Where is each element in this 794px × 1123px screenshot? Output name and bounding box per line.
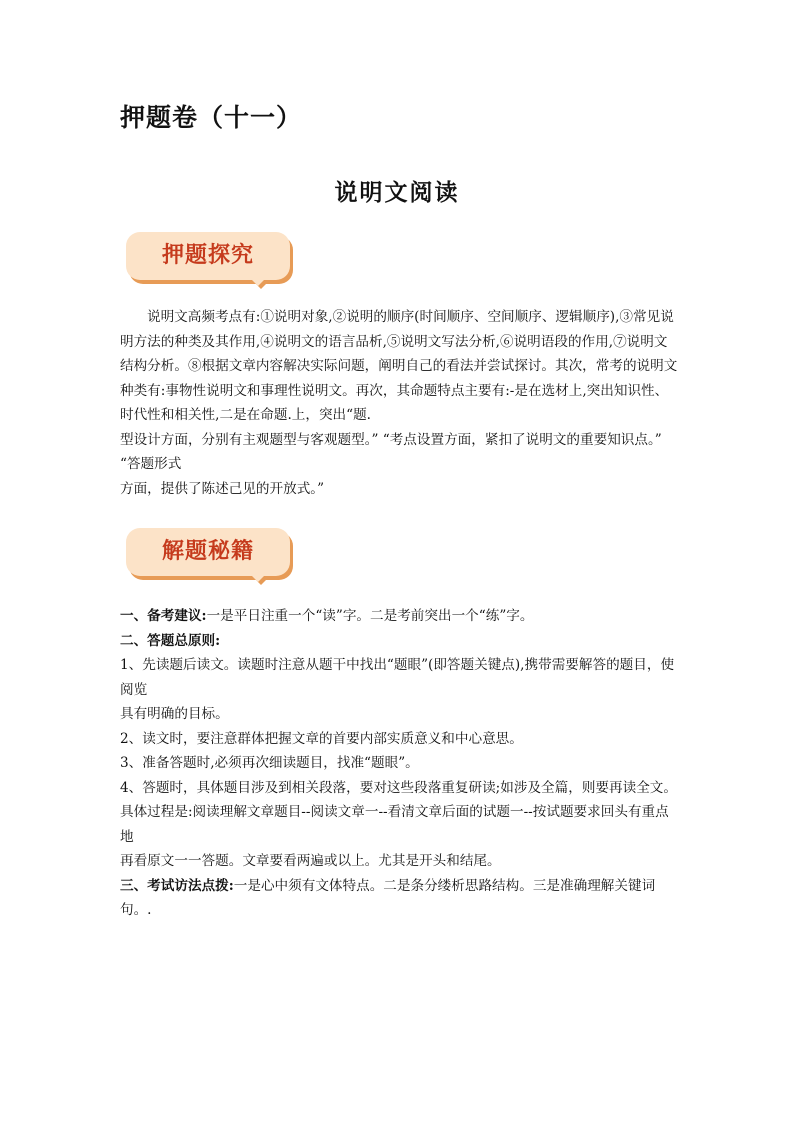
tip-item-3-label: 三、考试访法点拨:: [120, 877, 234, 894]
tip-item-3: [120, 874, 680, 923]
rule-3: 3、准备答题时,必须再次细读题目，找准“题眼”。: [120, 755, 419, 771]
tag-label: 解题秘籍: [161, 539, 254, 564]
intro-line-3: 方面，提供了陈述己见的开放式。”: [120, 480, 325, 497]
tag-yati-tanjiu: [120, 230, 292, 286]
intro-section: [120, 305, 680, 501]
section-title: 说明文阅读: [334, 180, 460, 206]
rule-2: 2、读文时，要注意群体把握文章的首要内部实质意义和中心意思。: [120, 730, 523, 747]
tip-item-1: [120, 604, 680, 629]
intro-line-2: 型设计方面，分别有主观题型与客观题型。” “考点设置方面，紧扣了说明文的重要知识点。” “答题形式: [120, 431, 662, 472]
tip-item-3-text: 一是心中须有文体特点。二是条分缕析思路结构。三是准确理解关键词句。.: [120, 877, 656, 918]
tip-item-1-label: 一、备考建议:: [120, 608, 207, 624]
rule-1-cont: 具有明确的目标。: [120, 706, 229, 722]
tip-item-1-text: 一是平日注重一个“读”字。二是考前突出一个“练”字。: [206, 608, 534, 624]
tip-item-2-label: 二、答题总原则:: [120, 632, 221, 649]
rule-4: 4、答题时，具体题目涉及到相关段落，要对这些段落重复研读;如涉及全篇，则要再读全文。具体过程是:阅读理解文章题目--阅读文章一--看清文章后面的试题一--按试题要求回头有重点地: [120, 779, 677, 845]
tips-section: [120, 604, 680, 923]
tag-label: 押题探究: [161, 243, 254, 268]
rule-1: 1、先读题后读文。读题时注意从题干中找出“题眼”(即答题关键点),携带需要解答的题目，使阅览: [120, 657, 675, 698]
paper-title: 押题卷（十一）: [120, 103, 303, 132]
rule-4-cont: 再看原文一一答题。文章要看两遍或以上。尤其是开头和结尾。: [120, 853, 501, 869]
tag-jieti-miji: [120, 526, 292, 582]
intro-paragraph: 说明文高频考点有:①说明对象,②说明的顺序(时间顺序、空间顺序、逻辑顺序),③常见说明方法的种类及其作用,④说明文的语言品析,⑤说明文写法分析,⑥说明语段的作用,⑦说明文结构分析。⑧根据文章内容解决实际问题，阐明自己的看法并尝试探讨。其次，常考的说明文种类有:事物性说明文和事理性说明文。再次，其命题特点主要有:-是在选材上,突出知识性、时代性和相关性,二是在命题.上，突出“题.: [120, 309, 678, 423]
